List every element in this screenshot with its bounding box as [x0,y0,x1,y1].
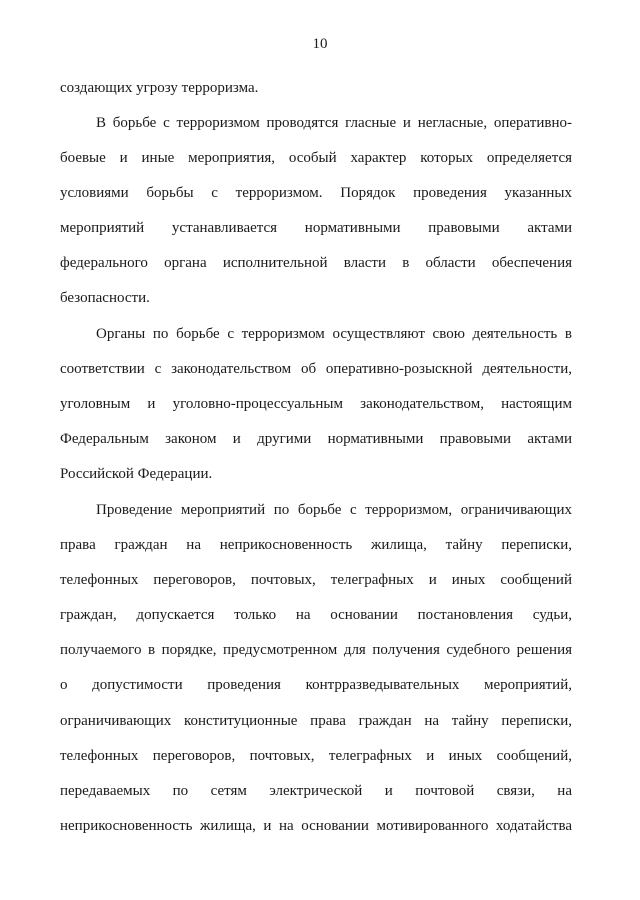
paragraph-agencies [60,317,572,492]
text-line: права граждан на неприкосновенность жилища, тайну переписки, [60,537,572,554]
text-line: о допустимости проведения контрразведывательных мероприятий, [60,677,572,694]
text-line: Российской Федерации. [60,466,213,483]
paragraph-continuation [60,71,572,106]
text-line: получаемого в порядке, предусмотренном для получения судебного решения [60,642,572,659]
text-line: Органы по борьбе с терроризмом осуществляют свою деятельность в [96,326,572,342]
text-line: соответствии с законодательством об оперативно-розыскной деятельности, [60,361,572,378]
text-line: уголовным и уголовно-процессуальным законодательством, настоящим [60,396,572,413]
text-line: мероприятий устанавливается нормативными правовыми актами [60,220,572,237]
paragraph-operations [60,106,572,317]
text-line: неприкосновенность жилища, и на основании мотивированного ходатайства [60,817,572,834]
text-line: В борьбе с терроризмом проводятся гласные и негласные, оперативно- [96,115,572,131]
text-line: создающих угрозу терроризма. [60,80,259,96]
text-line: Федеральным законом и другими нормативными правовыми актами [60,431,572,448]
text-line: ограничивающих конституционные права граждан на тайну переписки, [60,712,572,729]
text-line: граждан, допускается только на основании постановления судьи, [60,607,572,624]
page-number: 10 [312,36,328,52]
text-line: федерального органа исполнительной власти в области обеспечения [60,255,572,272]
text-line: телефонных переговоров, почтовых, телеграфных и иных сообщений [60,572,572,589]
text-line: передаваемых по сетям электрической и почтовой связи, на [60,782,572,799]
text-line: Проведение мероприятий по борьбе с терроризмом, ограничивающих [96,502,572,518]
text-line: телефонных переговоров, почтовых, телеграфных и иных сообщений, [60,747,572,764]
text-line: условиями борьбы с терроризмом. Порядок проведения указанных [60,185,572,202]
text-line: боевые и иные мероприятия, особый характер которых определяется [60,150,572,167]
text-line: безопасности. [60,290,150,307]
paragraph-restrictions [60,493,572,844]
